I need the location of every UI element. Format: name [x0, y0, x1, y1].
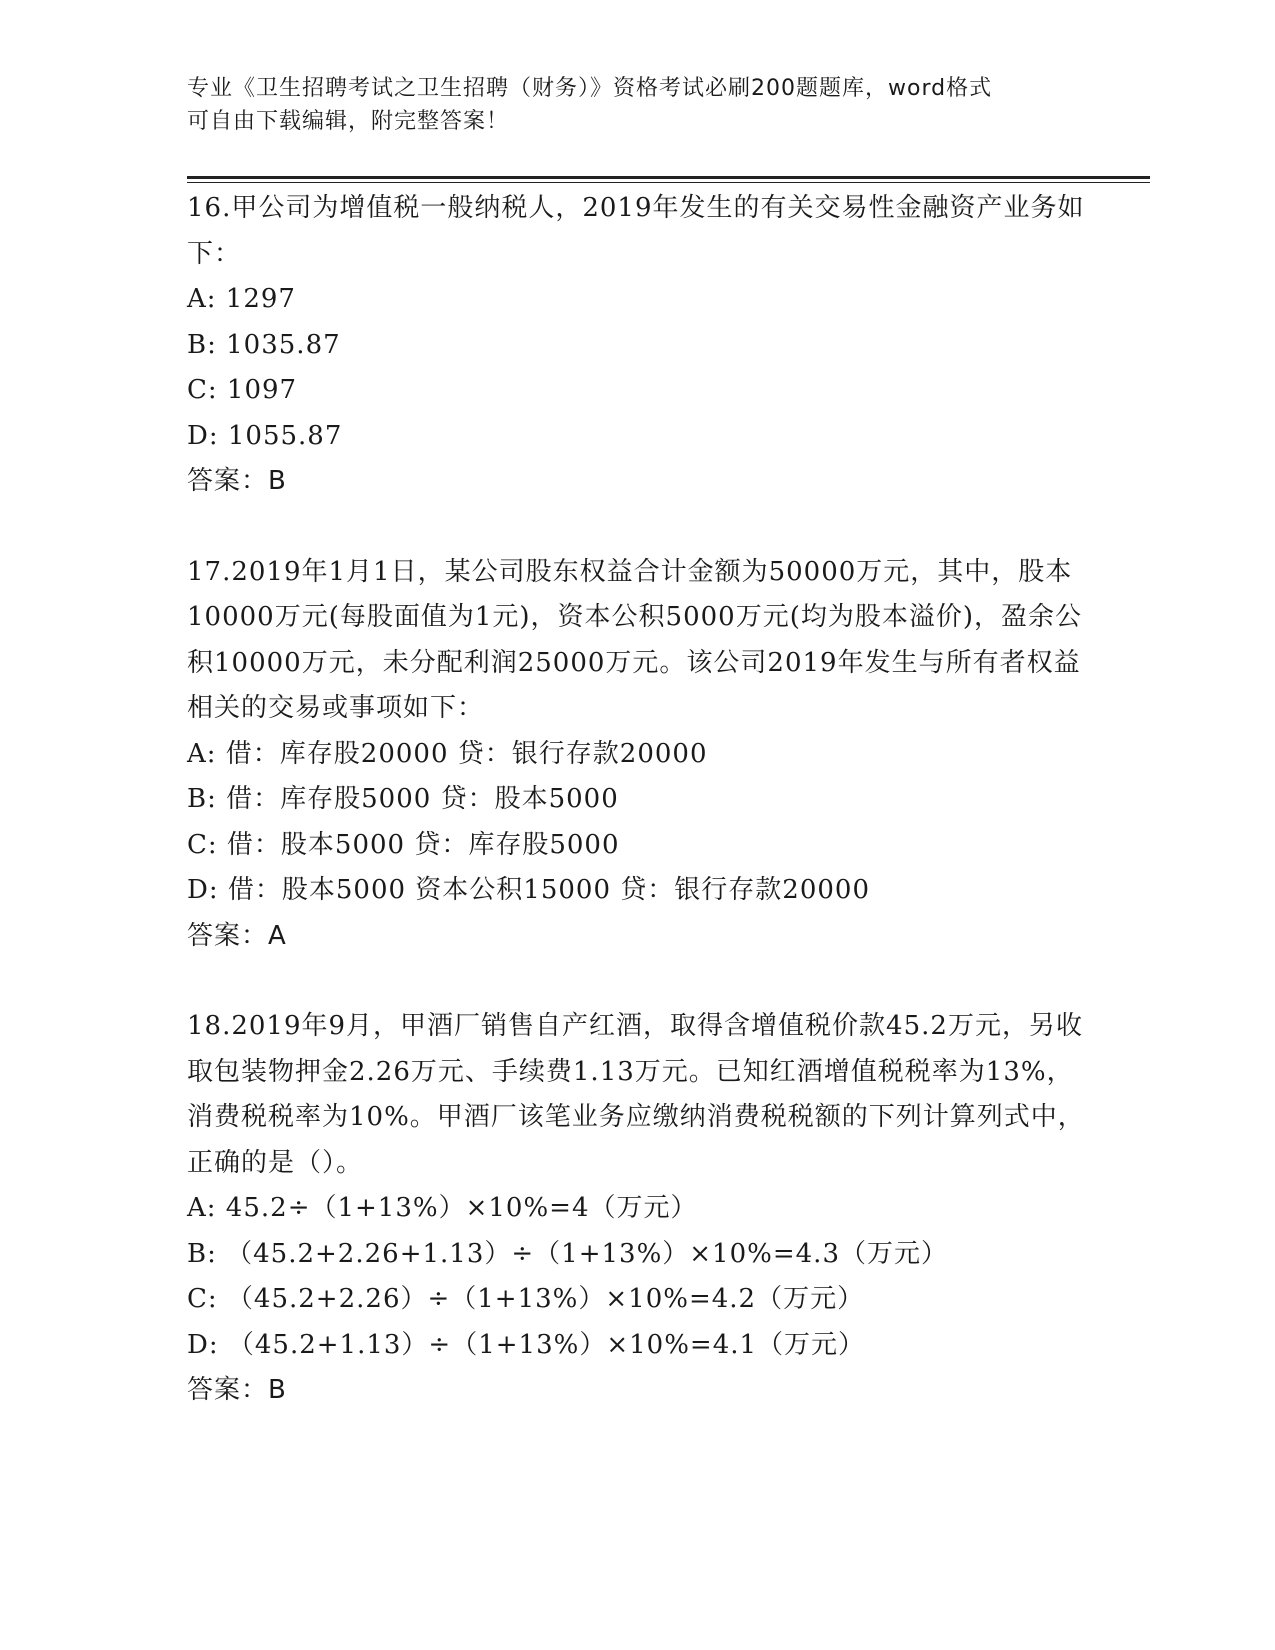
- option-d: D: （45.2+1.13）÷（1+13%）×10%=4.1（万元）: [187, 1329, 866, 1360]
- document-header: 专业《卫生招聘考试之卫生招聘（财务）》资格考试必刷200题题库，word格式 可自由下载编辑，附完整答案！: [187, 76, 993, 134]
- answer-key: 答案：A: [187, 920, 287, 951]
- header-rule-thick: [187, 176, 1150, 179]
- question-16: [187, 186, 1087, 505]
- option-c: C: 借：股本5000 贷：库存股5000: [187, 829, 620, 860]
- option-a: A: 借：库存股20000 贷：银行存款20000: [187, 738, 708, 769]
- question-stem: 18.2019年9月，甲酒厂销售自产红酒，取得含增值税价款45.2万元，另收取包装物押金2.26万元、手续费1.13万元。已知红酒增值税税率为13%，消费税税率为10%。甲酒厂该笔业务应缴纳消费税税额的下列计算列式中，正确的是（）。: [187, 1011, 1085, 1178]
- option-a: A: 1297: [187, 284, 296, 314]
- option-b: B: （45.2+2.26+1.13）÷（1+13%）×10%=4.3（万元）: [187, 1238, 948, 1269]
- question-list: [187, 186, 1087, 1459]
- option-a: A: 45.2÷（1+13%）×10%=4（万元）: [187, 1193, 698, 1223]
- option-b: B: 借：库存股5000 贷：股本5000: [187, 784, 619, 814]
- option-c: C: （45.2+2.26）÷（1+13%）×10%=4.2（万元）: [187, 1284, 865, 1314]
- question-stem: 17.2019年1月1日，某公司股东权益合计金额为50000万元，其中，股本10000万元(每股面值为1元)，资本公积5000万元(均为股本溢价)，盈余公积10000万元，未分配利润25000万元。该公司2019年发生与所有者权益相关的交易或事项如下：: [187, 556, 1082, 723]
- option-d: D: 1055.87: [187, 420, 343, 451]
- option-d: D: 借：股本5000 资本公积15000 贷：银行存款20000: [187, 875, 870, 905]
- answer-key: 答案：B: [187, 1375, 287, 1405]
- header-rule-thin: [187, 182, 1150, 183]
- option-b: B: 1035.87: [187, 329, 341, 360]
- question-stem: 16.甲公司为增值税一般纳税人，2019年发生的有关交易性金融资产业务如下：: [187, 193, 1085, 269]
- option-c: C: 1097: [187, 375, 298, 405]
- answer-key: 答案：B: [187, 466, 287, 496]
- question-18: [187, 1004, 1087, 1414]
- question-17: [187, 550, 1087, 960]
